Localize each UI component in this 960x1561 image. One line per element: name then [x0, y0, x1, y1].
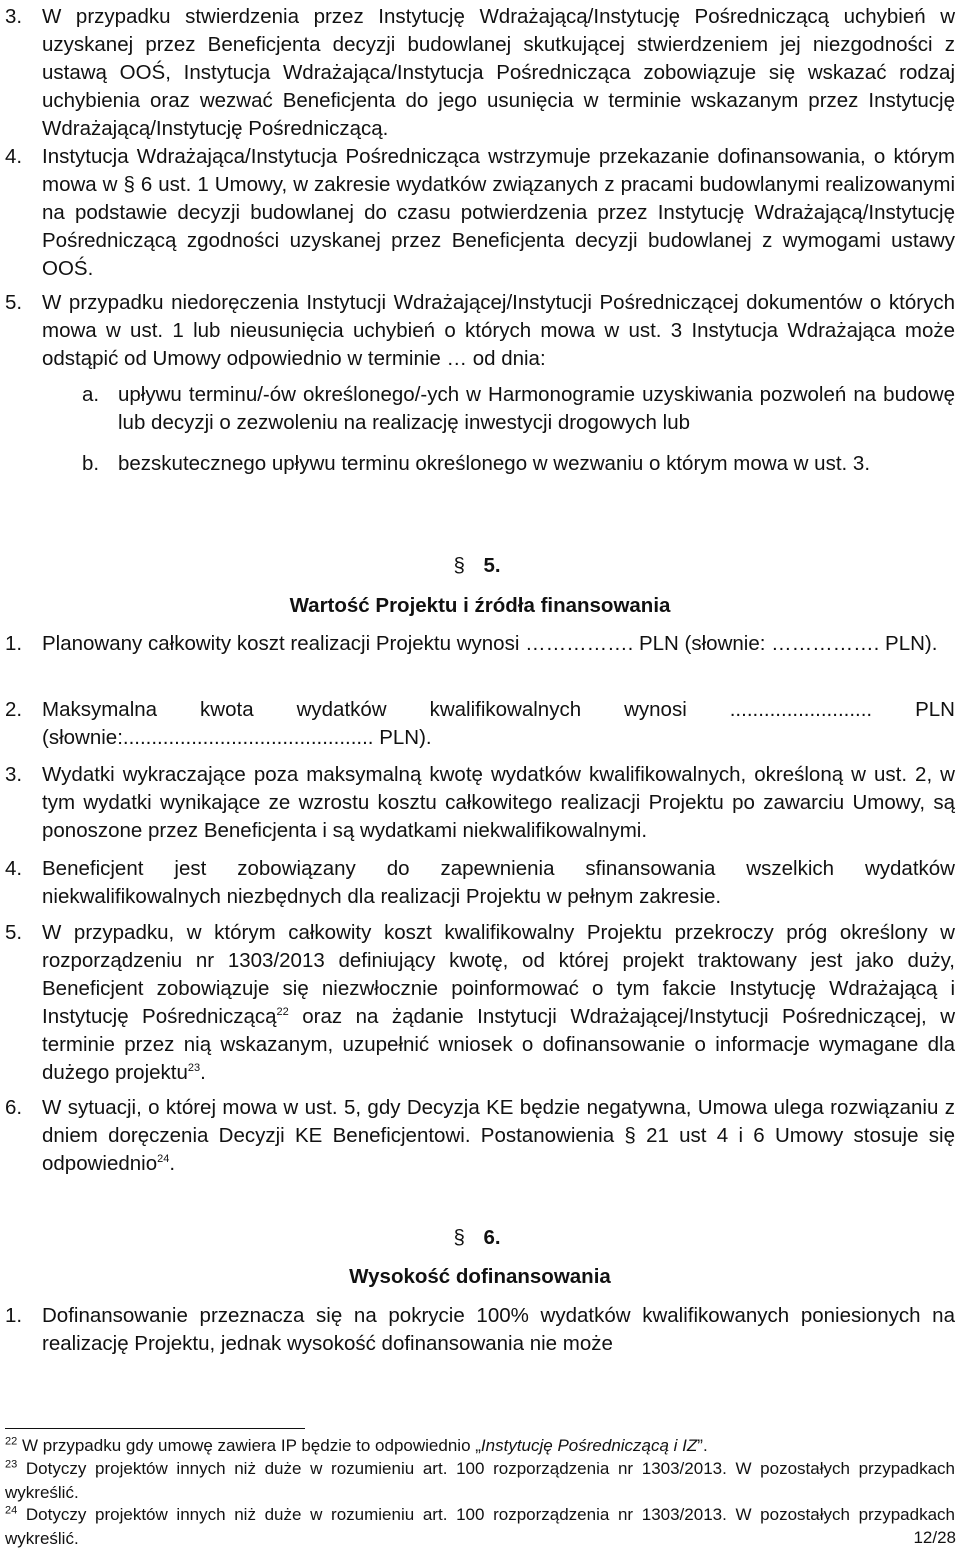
section-number-text: 6. [483, 1226, 501, 1249]
section-title: Wysokość dofinansowania [349, 1265, 611, 1288]
clause-letter: b. [82, 452, 100, 475]
item-number: 1. [5, 1304, 23, 1327]
clause-text: W przypadku stwierdzenia przez Instytucję Wdrażającą/Instytucję Pośredniczącą uchybień w uzyskanej przez Beneficjenta decyzji budowlanej skutkującej stwierdzeniem jej niezgodności z ustawą OOŚ, Instytucja Wdrażająca/Instytucja Pośrednicząca zobowiązuje się wskazać rodzaj uchybienia oraz wezwać Beneficjenta do jego usunięcia w terminie wskazanym przez Instytucję Wdrażającą/Instytucję Pośredniczącą. [42, 5, 955, 140]
section-number [0, 1224, 960, 1252]
footnote-number: 24 [5, 1504, 18, 1517]
paragraph-sign: § [453, 1226, 465, 1249]
item-text: W przypadku, w którym całkowity koszt kwalifikowalny Projektu przekroczy próg określony w rozporządzeniu nr 1303/2013 definiujący kwotę, od której projekt traktowany jest jako duży, Beneficjent zobowiązuje się niezwłocznie poinformować o tym fakcie Instytucję Wdrażającą i Instytucję Pośredniczącą$^{22}$ oraz na żądanie Instytucji Wdrażającej/Instytucji Pośredniczącej, w terminie przez nią wskazanym, uzupełnić wniosek o dofinansowanie o informacje wymagane dla dużego projektu$^{23}$. [42, 921, 955, 1084]
footnote-ref-23[interactable]: 23 [187, 1062, 201, 1075]
item-number: 3. [5, 763, 23, 786]
footnote-24: $^{24}$ Dotyczy projektów innych niż duże w rozumieniu art. 100 rozporządzenia nr 1303/2013. W pozostałych przypadkach wykreślić. [5, 1504, 955, 1548]
item-text: Dofinansowanie przeznacza się na pokrycie 100% wydatków kwalifikowanych poniesionych na realizację Projektu, jednak wysokość dofinansowania nie może [42, 1304, 955, 1355]
item-text: Wydatki wykraczające poza maksymalną kwotę wydatków kwalifikowalnych, określoną w ust. 2, w tym wydatki wynikające ze wzrostu kosztu całkowitego realizacji Projektu po zawarciu Umowy, są ponoszone przez Beneficjenta i są wydatkami niekwalifikowalnymi. [42, 763, 955, 842]
item-text: Maksymalna kwota wydatków kwalifikowalnych wynosi ......................... PLN (słownie:............................................ PLN). [42, 698, 955, 749]
footnote-number: 23 [5, 1458, 18, 1471]
paragraph-sign: § [453, 554, 465, 577]
footnote-23: $^{23}$ Dotyczy projektów innych niż duże w rozumieniu art. 100 rozporządzenia nr 1303/2013. W pozostałych przypadkach wykreślić. [5, 1458, 955, 1502]
item-number: 4. [5, 857, 23, 880]
clause-letter: a. [82, 383, 100, 406]
item-number: 2. [5, 698, 23, 721]
item-number: 6. [5, 1096, 23, 1119]
clause-text: W przypadku niedoręczenia Instytucji Wdrażającej/Instytucji Pośredniczącej dokumentów o których mowa w ust. 1 lub nieusunięcia uchybień o których mowa w ust. 3 Instytucja Wdrażająca może odstąpić od Umowy odpowiednio w terminie … od dnia: [42, 291, 955, 370]
section-title: Wartość Projektu i źródła finansowania [289, 594, 671, 617]
page-number: 12/28 [913, 1528, 956, 1547]
footnote-number: 22 [5, 1435, 18, 1448]
item-text: Beneficjent jest zobowiązany do zapewnienia sfinansowania wszelkich wydatków niekwalifikowalnych niezbędnych dla realizacji Projektu w pełnym zakresie. [42, 857, 955, 908]
item-text: Planowany całkowity koszt realizacji Projektu wynosi ……………. PLN (słownie: ……………. PLN). [42, 632, 938, 655]
clause-number: 5. [5, 291, 23, 314]
footnote-22: $^{22}$ W przypadku gdy umowę zawiera IP będzie to odpowiednio „Instytucję Pośredniczącą i IZ”. [5, 1435, 708, 1455]
clause-number: 4. [5, 145, 23, 168]
clause-text: upływu terminu/-ów określonego/-ych w Harmonogramie uzyskiwania pozwoleń na budowę lub decyzji o zezwoleniu na realizację inwestycji drogowych lub [118, 383, 955, 434]
clause-text: Instytucja Wdrażająca/Instytucja Pośrednicząca wstrzymuje przekazanie dofinansowania, o którym mowa w § 6 ust. 1 Umowy, w zakresie wydatków związanych z pracami budowlanymi realizowanymi na podstawie decyzji budowlanej do czasu potwierdzenia przez Instytucję Wdrażającą/Instytucję Pośredniczącą zgodności uzyskanej przez Beneficjenta decyzji budowlanej z wymogami ustawy OOŚ. [42, 145, 955, 280]
clause-number: 3. [5, 5, 23, 28]
item-number: 5. [5, 921, 23, 944]
section-number-text: 5. [483, 554, 501, 577]
item-text: W sytuacji, o której mowa w ust. 5, gdy Decyzja KE będzie negatywna, Umowa ulega rozwiązaniu z dniem doręczenia Decyzji KE Beneficjentowi. Postanowienia § 21 ust 4 i 6 Umowy stosuje się odpowiednio$^{24}$. [42, 1096, 955, 1175]
clause-text: bezskutecznego upływu terminu określonego w wezwaniu o którym mowa w ust. 3. [118, 452, 871, 475]
footnote-ref-24[interactable]: 24 [157, 1153, 170, 1166]
footnote-ref-22[interactable]: 22 [276, 1006, 289, 1019]
footnote-separator [5, 1428, 305, 1429]
item-number: 1. [5, 632, 23, 655]
section-number [0, 552, 960, 580]
